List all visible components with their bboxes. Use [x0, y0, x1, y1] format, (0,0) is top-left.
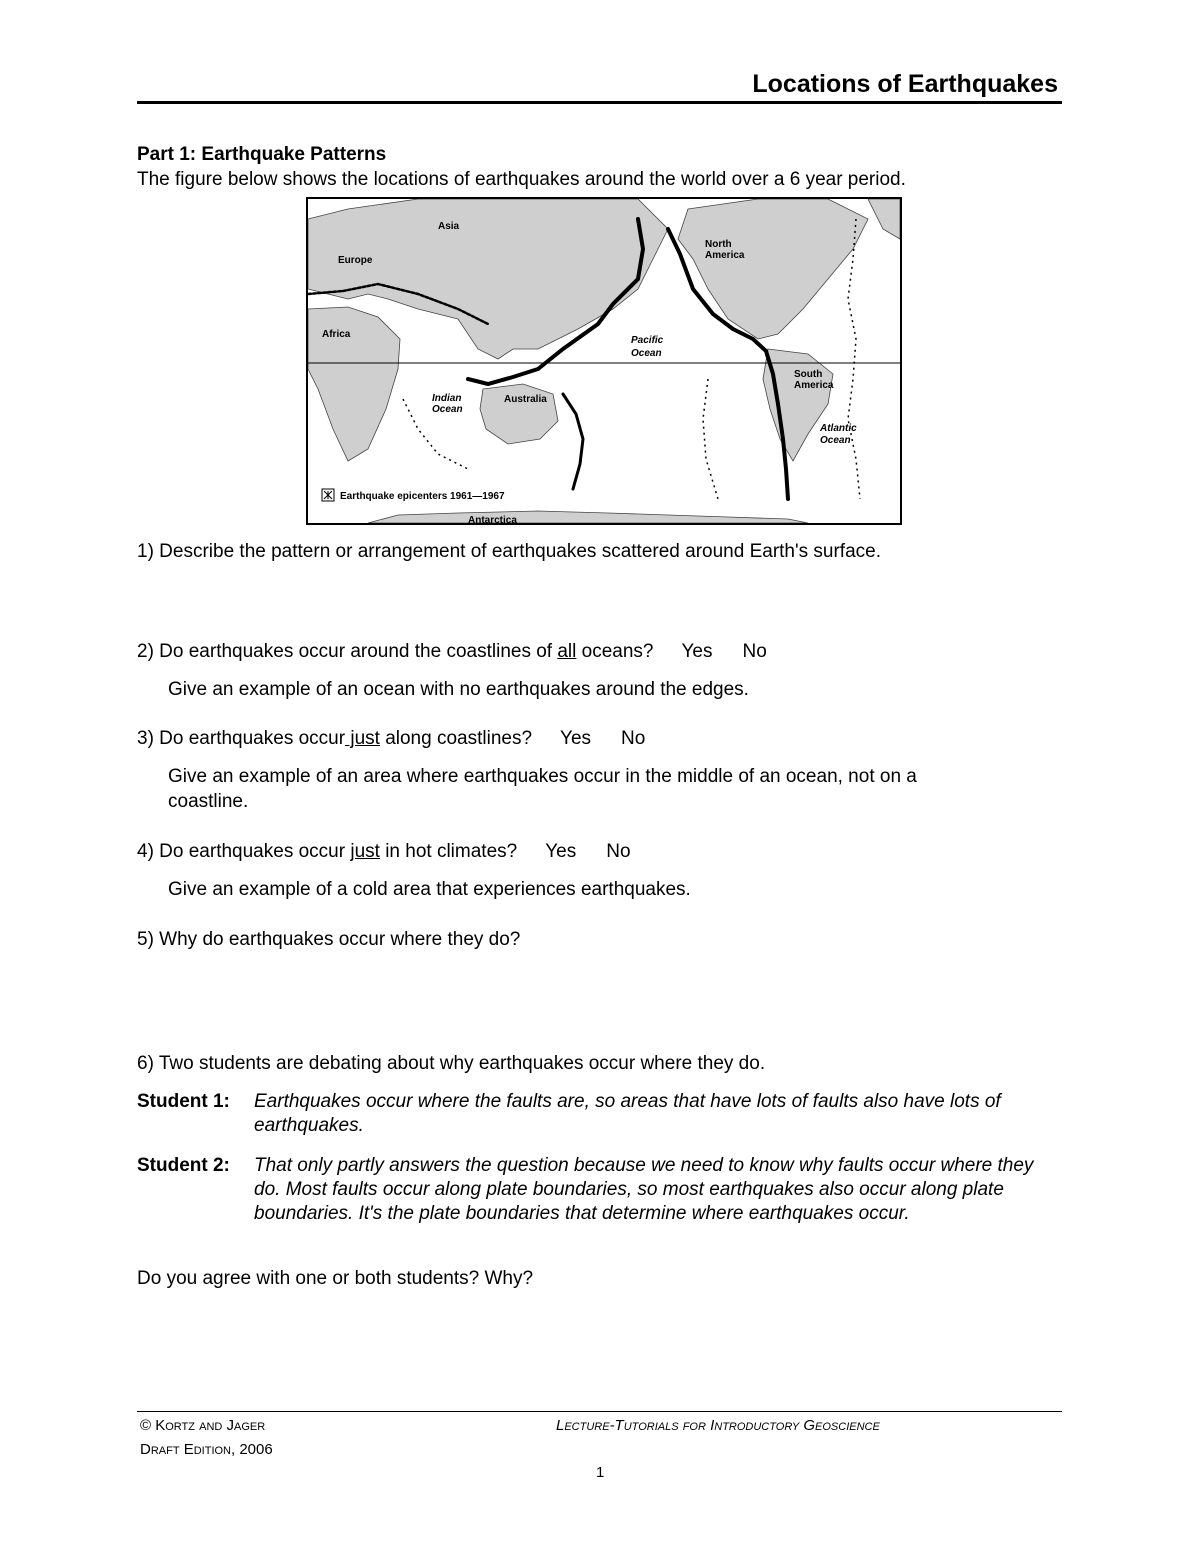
question-3-yes: Yes: [560, 728, 592, 749]
map-label-asia: Asia: [438, 221, 460, 232]
page-title: Locations of Earthquakes: [752, 70, 1058, 98]
earthquake-map: [306, 197, 902, 525]
page-number: 1: [596, 1464, 605, 1481]
map-label-indian-1: Indian: [432, 393, 462, 404]
map-label-south-america-1: South: [794, 369, 823, 380]
closing-question: Do you agree with one or both students? Why?: [137, 1268, 534, 1289]
question-2-underlined: all: [557, 641, 577, 662]
question-2-followup: Give an example of an ocean with no earthquakes around the edges.: [168, 679, 749, 700]
earthquake-map-svg: [308, 199, 900, 523]
footer-book-title: Lecture-Tutorials for Introductory Geoscience: [556, 1417, 880, 1434]
part-intro: The figure below shows the locations of earthquakes around the world over a 6 year period.: [137, 169, 906, 190]
question-3-underlined: just: [345, 728, 380, 749]
question-3-text-end: along coastlines?: [379, 728, 533, 749]
map-label-antarctica: Antarctica: [468, 515, 517, 523]
map-label-atlantic-1: Atlantic: [820, 423, 857, 434]
question-2-no: No: [742, 641, 767, 662]
question-4: [137, 840, 631, 864]
map-label-atlantic-2: Ocean: [820, 435, 851, 446]
footer-rule: [137, 1411, 1062, 1412]
student-2-statement: That only partly answers the question because we need to know why faults occur where they do. Most faults occur along plate boundaries, so most earthquakes also occur along plate boundaries. It's the plate boundaries that determine where earthquakes occur.: [254, 1155, 1034, 1224]
question-2-text-end: oceans?: [576, 641, 654, 662]
question-4-text: 4) Do earthquakes occur: [137, 841, 351, 862]
question-4-followup: Give an example of a cold area that experiences earthquakes.: [168, 879, 691, 900]
header-rule: [137, 101, 1062, 104]
question-3: [137, 727, 645, 751]
map-label-europe: Europe: [338, 255, 373, 266]
map-label-north-america-2: America: [705, 250, 745, 261]
map-label-pacific-2: Ocean: [631, 348, 662, 359]
question-4-yes: Yes: [545, 841, 577, 862]
question-3-followup-2: coastline.: [168, 791, 249, 812]
question-3-no: No: [621, 728, 646, 749]
map-label-pacific-1: Pacific: [631, 335, 664, 346]
question-5: 5) Why do earthquakes occur where they do?: [137, 929, 521, 950]
question-4-no: No: [606, 841, 631, 862]
question-4-text-end: in hot climates?: [379, 841, 518, 862]
question-6: 6) Two students are debating about why earthquakes occur where they do.: [137, 1053, 766, 1074]
student-2-label: Student 2:: [137, 1155, 230, 1176]
map-label-south-america-2: America: [794, 380, 834, 391]
question-2-yes: Yes: [681, 641, 713, 662]
map-label-africa: Africa: [322, 329, 351, 340]
footer-copyright: © Kortz and Jager: [140, 1417, 266, 1434]
question-3-followup-1: Give an example of an area where earthquakes occur in the middle of an ocean, not on a: [168, 766, 917, 787]
map-label-indian-2: Ocean: [432, 404, 463, 415]
footer-edition: Draft Edition, 2006: [140, 1441, 273, 1458]
part-heading: Part 1: Earthquake Patterns: [137, 144, 387, 165]
map-label-australia: Australia: [504, 394, 547, 405]
map-label-north-america-1: North: [705, 239, 732, 250]
student-1-statement: Earthquakes occur where the faults are, so areas that have lots of faults also have lots of earthquakes.: [254, 1091, 1001, 1136]
question-2: [137, 640, 767, 664]
question-4-underlined: just: [350, 841, 380, 862]
question-3-text: 3) Do earthquakes occur: [137, 728, 346, 749]
map-legend: Earthquake epicenters 1961—1967: [340, 491, 505, 502]
question-2-text: 2) Do earthquakes occur around the coastlines of: [137, 641, 558, 662]
question-1: 1) Describe the pattern or arrangement of earthquakes scattered around Earth's surface.: [137, 541, 881, 562]
student-1-label: Student 1:: [137, 1091, 230, 1112]
